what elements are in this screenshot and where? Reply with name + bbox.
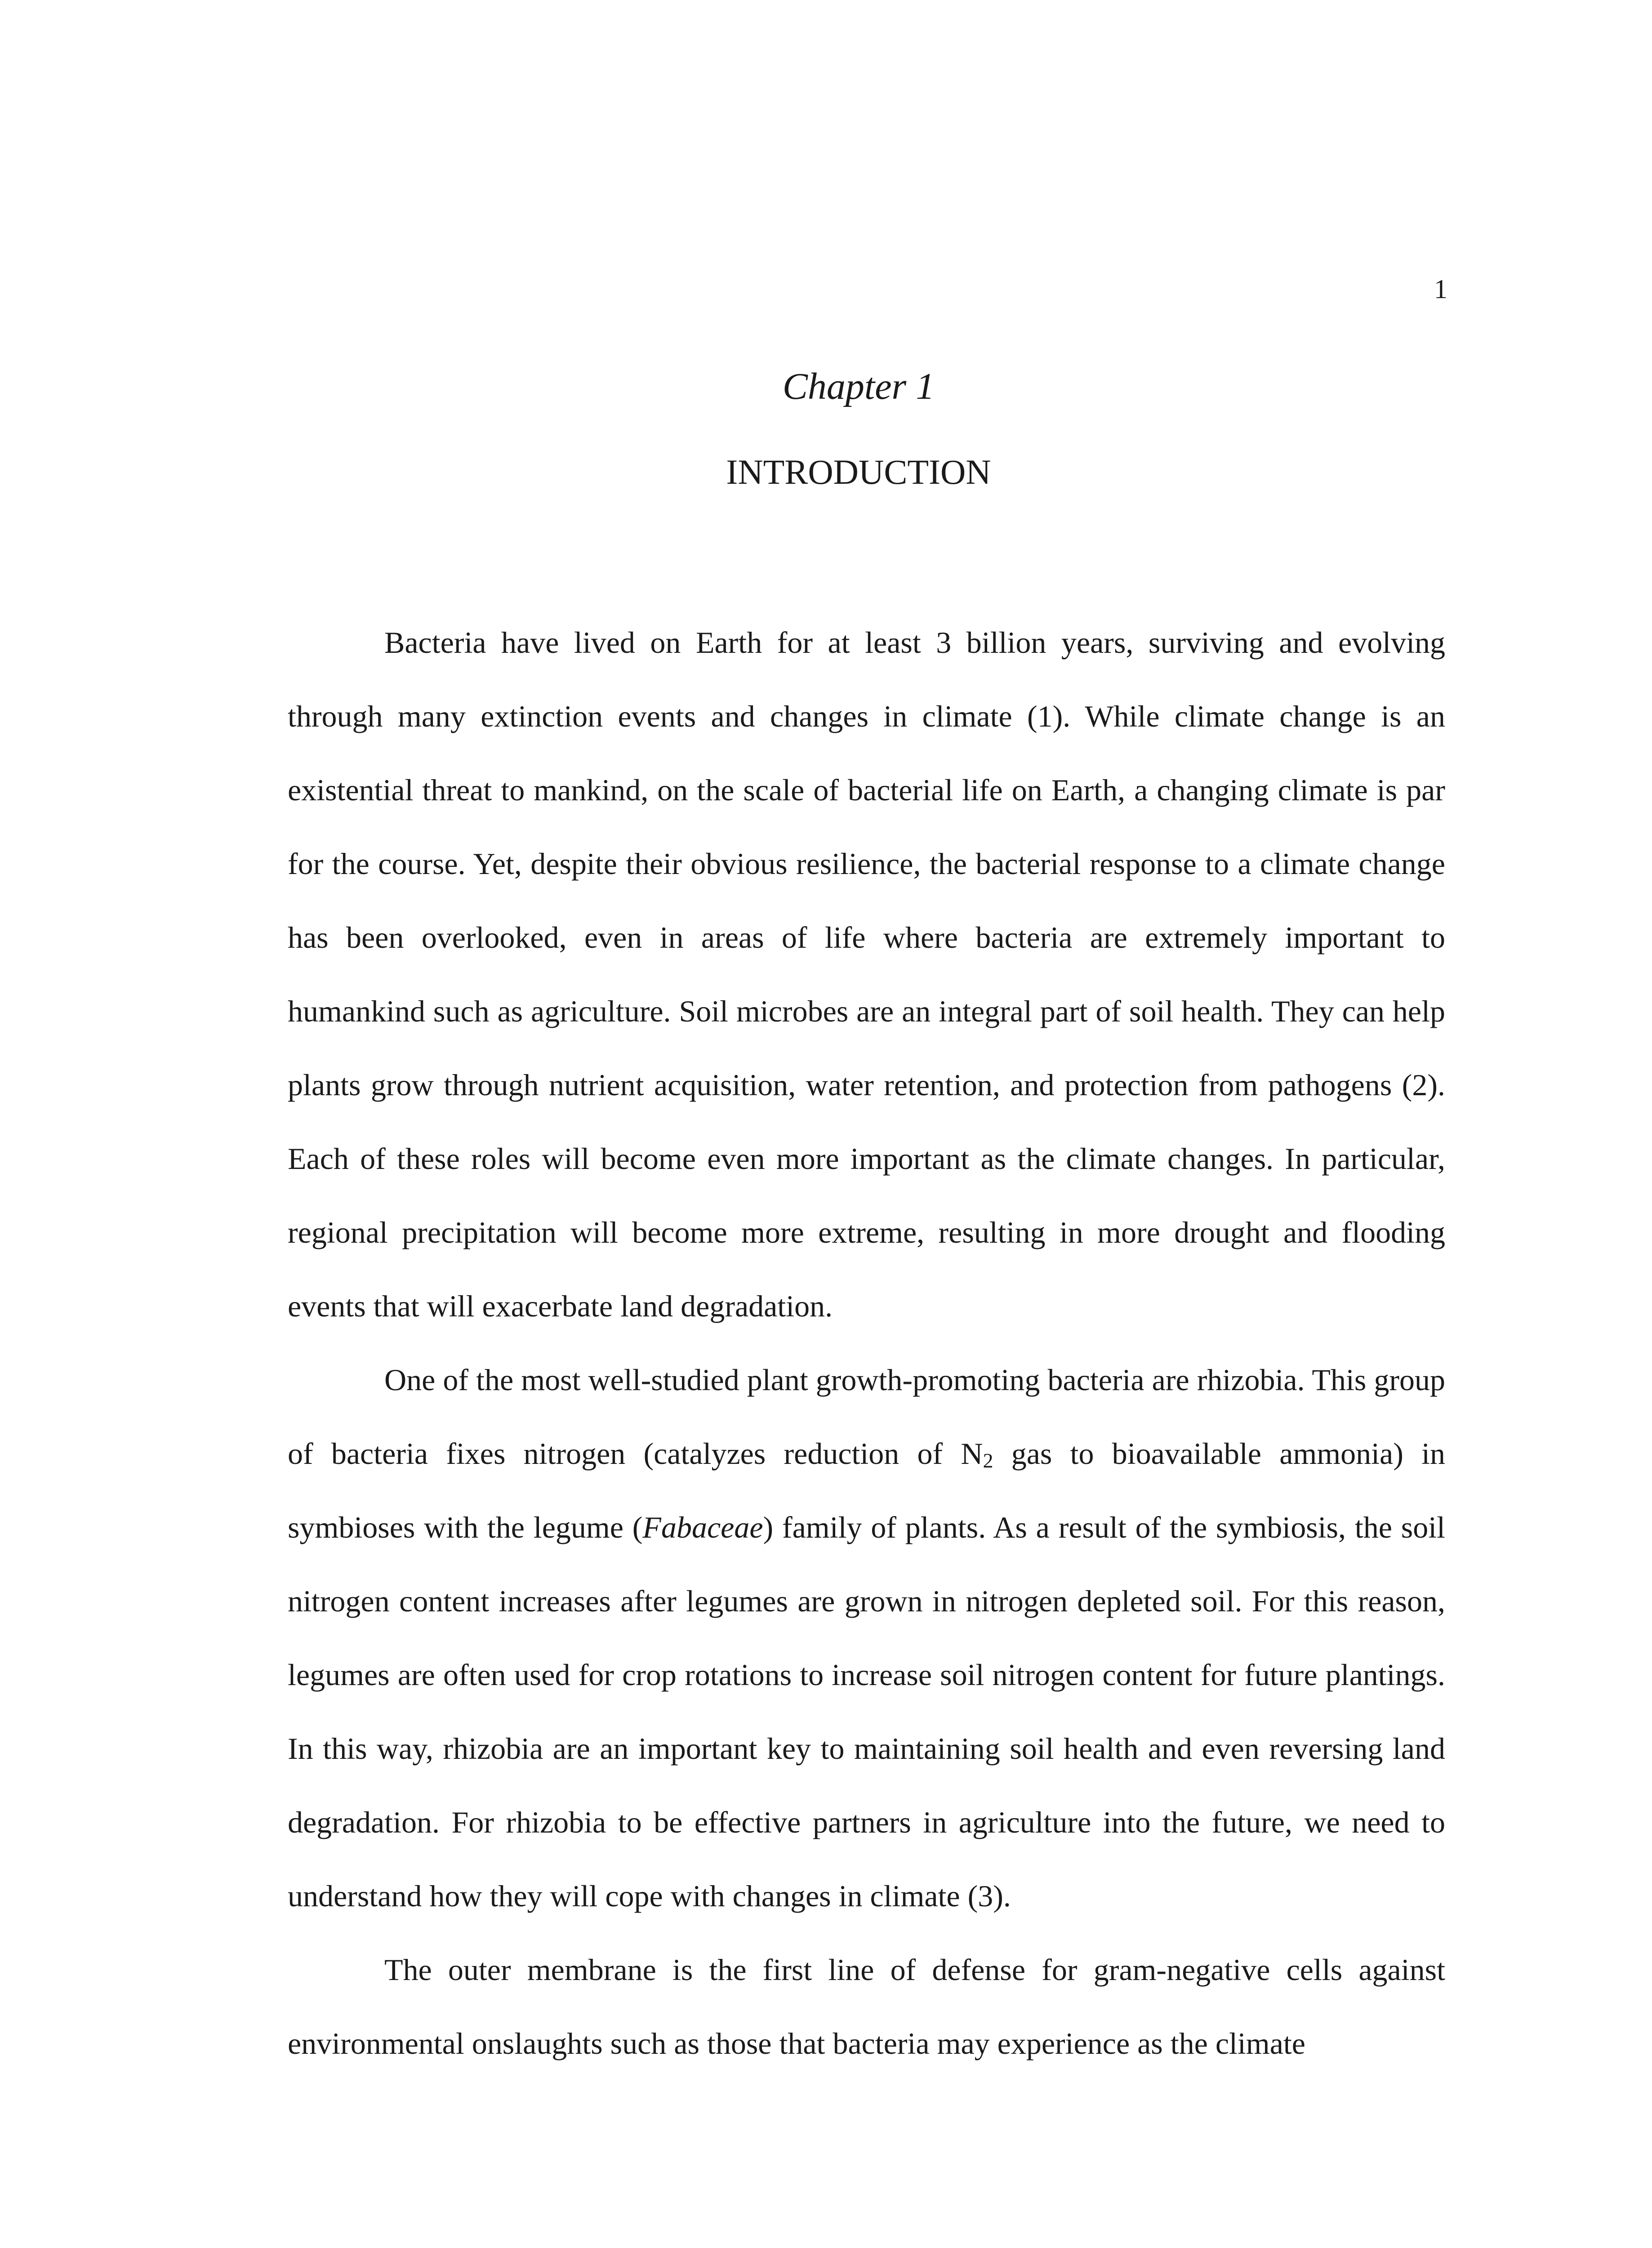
paragraph-2 bbox=[288, 1343, 1445, 1933]
paragraph-2-part-3: ) family of plants. As a result of the symbiosis, the soil nitrogen content increases after legumes are grown in nitrogen depleted soil. For this reason, legumes are often used for crop rotations to increase soil nitrogen content for future plantings. In this way, rhizobia are an important key to maintaining soil health and even reversing land degradation. For rhizobia to be effective partners in agriculture into the future, we need to understand how they will cope with changes in climate (3). bbox=[288, 1510, 1445, 1913]
family-name-italic: Fabaceae bbox=[642, 1510, 763, 1544]
chapter-title: INTRODUCTION bbox=[726, 452, 991, 491]
page-number: 1 bbox=[1434, 274, 1447, 304]
paragraph-2-part-2: gas to bioavailable ammonia) in symbioses with the legume ( bbox=[288, 1436, 1445, 1544]
chapter-label: Chapter 1 bbox=[782, 366, 935, 407]
body-text bbox=[288, 606, 1445, 2080]
paragraph-1: Bacteria have lived on Earth for at least 3 billion years, surviving and evolving through many extinction events and changes in climate (1). While climate change is an existential threat to mankind, on the scale of bacterial life on Earth, a changing climate is par for the course. Yet, despite their obvious resilience, the bacterial response to a climate change has been overlooked, even in areas of life where bacteria are extremely important to humankind such as agriculture. Soil microbes are an integral part of soil health. They can help plants grow through nutrient acquisition, water retention, and protection from pathogens (2). Each of these roles will become even more important as the climate changes. In particular, regional precipitation will become more extreme, resulting in more drought and flooding events that will exacerbate land degradation. bbox=[288, 625, 1445, 1323]
paragraph-2-part-1: One of the most well-studied plant growth-promoting bacteria are rhizobia. This group of bacteria fixes nitrogen (catalyzes reduction of N bbox=[288, 1363, 1445, 1471]
nitrogen-subscript: 2 bbox=[983, 1449, 993, 1472]
paragraph-3: The outer membrane is the first line of defense for gram-negative cells against environmental onslaughts such as those that bacteria may experience as the climate bbox=[288, 1953, 1445, 2061]
